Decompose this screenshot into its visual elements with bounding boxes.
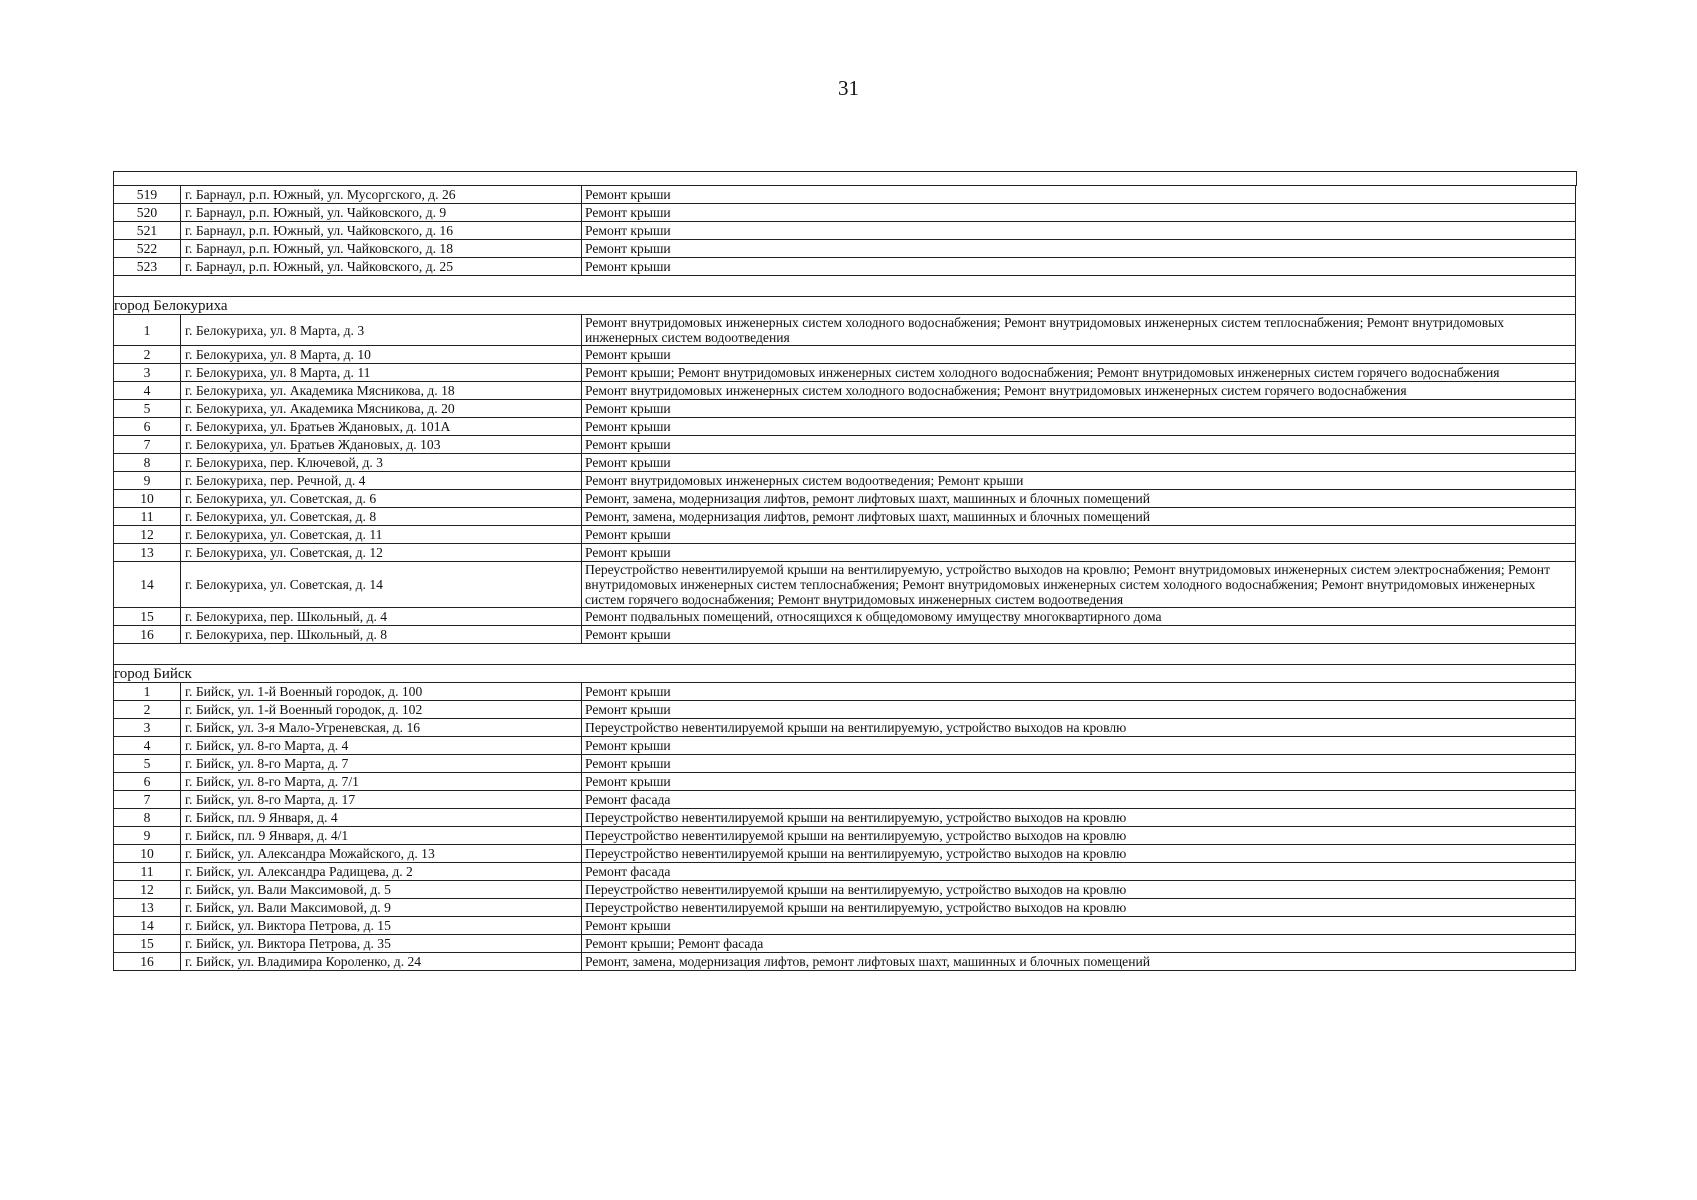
table-row <box>114 755 1576 773</box>
row-number: 11 <box>114 508 181 526</box>
table-row <box>114 240 1576 258</box>
table-row <box>114 258 1576 276</box>
row-work-type: Ремонт крыши <box>582 258 1576 276</box>
row-address: г. Барнаул, р.п. Южный, ул. Чайковского, д. 18 <box>181 240 582 258</box>
row-number: 10 <box>114 845 181 863</box>
row-work-type: Ремонт крыши <box>582 737 1576 755</box>
row-work-type: Ремонт, замена, модернизация лифтов, ремонт лифтовых шахт, машинных и блочных помещений <box>582 508 1576 526</box>
row-address: г. Белокуриха, пер. Речной, д. 4 <box>181 472 582 490</box>
page-number: 31 <box>838 76 859 100</box>
row-work-type: Ремонт крыши <box>582 346 1576 364</box>
table-row <box>114 364 1576 382</box>
row-number: 3 <box>114 719 181 737</box>
row-work-type: Ремонт крыши <box>582 400 1576 418</box>
section-heading-row <box>114 665 1576 683</box>
row-number: 16 <box>114 953 181 971</box>
row-number: 2 <box>114 346 181 364</box>
table-row <box>114 719 1576 737</box>
row-address: г. Бийск, ул. Александра Радищева, д. 2 <box>181 863 582 881</box>
table-row <box>114 186 1576 204</box>
row-work-type: Ремонт, замена, модернизация лифтов, ремонт лифтовых шахт, машинных и блочных помещений <box>582 953 1576 971</box>
row-number: 13 <box>114 544 181 562</box>
row-number: 520 <box>114 204 181 222</box>
row-number: 8 <box>114 809 181 827</box>
row-address: г. Белокуриха, ул. Советская, д. 6 <box>181 490 582 508</box>
row-number: 522 <box>114 240 181 258</box>
row-number: 4 <box>114 737 181 755</box>
table-row <box>114 626 1576 644</box>
table-row <box>114 490 1576 508</box>
section-title: город Бийск <box>114 665 1576 683</box>
row-work-type: Переустройство невентилируемой крыши на вентилируемую, устройство выходов на кровлю <box>582 827 1576 845</box>
row-number: 4 <box>114 382 181 400</box>
row-address: г. Белокуриха, ул. Советская, д. 14 <box>181 562 582 608</box>
row-address: г. Белокуриха, ул. Советская, д. 8 <box>181 508 582 526</box>
row-number: 12 <box>114 881 181 899</box>
row-address: г. Бийск, ул. Вали Максимовой, д. 5 <box>181 881 582 899</box>
row-address: г. Бийск, ул. 1-й Военный городок, д. 102 <box>181 701 582 719</box>
row-address: г. Белокуриха, ул. Советская, д. 12 <box>181 544 582 562</box>
table-row <box>114 701 1576 719</box>
section-heading-row <box>114 297 1576 315</box>
row-address: г. Белокуриха, ул. Академика Мясникова, д. 20 <box>181 400 582 418</box>
row-work-type: Ремонт внутридомовых инженерных систем водоотведения; Ремонт крыши <box>582 472 1576 490</box>
table-row <box>114 400 1576 418</box>
table-row <box>114 773 1576 791</box>
table-row <box>114 222 1576 240</box>
row-address: г. Бийск, пл. 9 Января, д. 4 <box>181 809 582 827</box>
row-address: г. Бийск, ул. Виктора Петрова, д. 15 <box>181 917 582 935</box>
row-number: 10 <box>114 490 181 508</box>
row-work-type: Переустройство невентилируемой крыши на вентилируемую, устройство выходов на кровлю <box>582 881 1576 899</box>
row-address: г. Бийск, ул. 8-го Марта, д. 7/1 <box>181 773 582 791</box>
table-row <box>114 845 1576 863</box>
row-address: г. Бийск, ул. 8-го Марта, д. 17 <box>181 791 582 809</box>
table-row <box>114 881 1576 899</box>
row-number: 5 <box>114 755 181 773</box>
row-number: 2 <box>114 701 181 719</box>
row-address: г. Белокуриха, ул. 8 Марта, д. 3 <box>181 315 582 346</box>
row-work-type: Ремонт внутридомовых инженерных систем холодного водоснабжения; Ремонт внутридомовых инженерных систем теплоснабжения; Ремонт внутридомовых инженерных систем водоотведения <box>582 315 1576 346</box>
repair-program-table <box>113 185 1576 971</box>
table-row <box>114 382 1576 400</box>
row-address: г. Бийск, ул. Александра Можайского, д. 13 <box>181 845 582 863</box>
row-number: 14 <box>114 562 181 608</box>
row-number: 1 <box>114 315 181 346</box>
row-address: г. Белокуриха, пер. Школьный, д. 4 <box>181 608 582 626</box>
row-address: г. Белокуриха, пер. Школьный, д. 8 <box>181 626 582 644</box>
row-address: г. Бийск, ул. 8-го Марта, д. 4 <box>181 737 582 755</box>
section-gap <box>114 276 1576 297</box>
row-address: г. Барнаул, р.п. Южный, ул. Чайковского, д. 16 <box>181 222 582 240</box>
row-work-type: Ремонт крыши <box>582 526 1576 544</box>
row-number: 6 <box>114 773 181 791</box>
table-row <box>114 899 1576 917</box>
table-row <box>114 436 1576 454</box>
row-work-type: Переустройство невентилируемой крыши на вентилируемую, устройство выходов на кровлю <box>582 719 1576 737</box>
row-number: 16 <box>114 626 181 644</box>
table-row <box>114 737 1576 755</box>
row-work-type: Ремонт крыши <box>582 240 1576 258</box>
row-address: г. Бийск, ул. Вали Максимовой, д. 9 <box>181 899 582 917</box>
section-gap-cell <box>114 644 1576 665</box>
row-address: г. Бийск, ул. 8-го Марта, д. 7 <box>181 755 582 773</box>
row-address: г. Барнаул, р.п. Южный, ул. Мусоргского, д. 26 <box>181 186 582 204</box>
section-gap <box>114 644 1576 665</box>
row-work-type: Ремонт фасада <box>582 791 1576 809</box>
table-row <box>114 562 1576 608</box>
row-work-type: Ремонт крыши <box>582 436 1576 454</box>
row-work-type: Ремонт крыши <box>582 773 1576 791</box>
table-row <box>114 863 1576 881</box>
section-title: город Белокуриха <box>114 297 1576 315</box>
table-row <box>114 508 1576 526</box>
table-row <box>114 315 1576 346</box>
row-address: г. Белокуриха, ул. Братьев Ждановых, д. 103 <box>181 436 582 454</box>
table-row <box>114 608 1576 626</box>
row-work-type: Ремонт крыши; Ремонт фасада <box>582 935 1576 953</box>
row-work-type: Ремонт фасада <box>582 863 1576 881</box>
row-number: 9 <box>114 827 181 845</box>
row-number: 1 <box>114 683 181 701</box>
row-work-type: Ремонт крыши <box>582 701 1576 719</box>
table-top-frame <box>113 171 1577 186</box>
row-number: 3 <box>114 364 181 382</box>
row-work-type: Ремонт крыши <box>582 454 1576 472</box>
table-body <box>114 186 1576 971</box>
row-work-type: Переустройство невентилируемой крыши на вентилируемую, устройство выходов на кровлю <box>582 845 1576 863</box>
row-address: г. Белокуриха, ул. Советская, д. 11 <box>181 526 582 544</box>
row-number: 12 <box>114 526 181 544</box>
row-address: г. Белокуриха, ул. Братьев Ждановых, д. 101А <box>181 418 582 436</box>
row-work-type: Ремонт крыши; Ремонт внутридомовых инженерных систем холодного водоснабжения; Ремонт внутридомовых инженерных систем горячего водоснабжения <box>582 364 1576 382</box>
table-row <box>114 472 1576 490</box>
row-number: 13 <box>114 899 181 917</box>
row-number: 7 <box>114 436 181 454</box>
table-row <box>114 544 1576 562</box>
row-number: 521 <box>114 222 181 240</box>
row-address: г. Бийск, ул. 1-й Военный городок, д. 100 <box>181 683 582 701</box>
table-row <box>114 454 1576 472</box>
row-work-type: Переустройство невентилируемой крыши на вентилируемую, устройство выходов на кровлю <box>582 809 1576 827</box>
row-address: г. Барнаул, р.п. Южный, ул. Чайковского, д. 9 <box>181 204 582 222</box>
row-address: г. Барнаул, р.п. Южный, ул. Чайковского, д. 25 <box>181 258 582 276</box>
row-number: 8 <box>114 454 181 472</box>
table-row <box>114 683 1576 701</box>
row-number: 7 <box>114 791 181 809</box>
row-address: г. Белокуриха, ул. 8 Марта, д. 11 <box>181 364 582 382</box>
row-address: г. Белокуриха, пер. Ключевой, д. 3 <box>181 454 582 472</box>
row-work-type: Ремонт крыши <box>582 626 1576 644</box>
row-work-type: Переустройство невентилируемой крыши на вентилируемую, устройство выходов на кровлю <box>582 899 1576 917</box>
row-number: 9 <box>114 472 181 490</box>
table-row <box>114 809 1576 827</box>
table-row <box>114 953 1576 971</box>
table-row <box>114 418 1576 436</box>
row-work-type: Ремонт крыши <box>582 204 1576 222</box>
row-work-type: Ремонт внутридомовых инженерных систем холодного водоснабжения; Ремонт внутридомовых инженерных систем горячего водоснабжения <box>582 382 1576 400</box>
row-work-type: Ремонт крыши <box>582 418 1576 436</box>
row-number: 5 <box>114 400 181 418</box>
table-row <box>114 827 1576 845</box>
row-address: г. Белокуриха, ул. 8 Марта, д. 10 <box>181 346 582 364</box>
row-address: г. Бийск, ул. Виктора Петрова, д. 35 <box>181 935 582 953</box>
row-number: 11 <box>114 863 181 881</box>
row-address: г. Белокуриха, ул. Академика Мясникова, д. 18 <box>181 382 582 400</box>
row-address: г. Бийск, ул. Владимира Короленко, д. 24 <box>181 953 582 971</box>
table-row <box>114 791 1576 809</box>
row-number: 523 <box>114 258 181 276</box>
table-row <box>114 935 1576 953</box>
row-number: 15 <box>114 608 181 626</box>
row-work-type: Ремонт крыши <box>582 755 1576 773</box>
row-work-type: Ремонт подвальных помещений, относящихся к общедомовому имуществу многоквартирного дома <box>582 608 1576 626</box>
row-work-type: Ремонт крыши <box>582 544 1576 562</box>
row-number: 6 <box>114 418 181 436</box>
row-address: г. Бийск, ул. 3-я Мало-Угреневская, д. 16 <box>181 719 582 737</box>
row-address: г. Бийск, пл. 9 Января, д. 4/1 <box>181 827 582 845</box>
row-work-type: Ремонт, замена, модернизация лифтов, ремонт лифтовых шахт, машинных и блочных помещений <box>582 490 1576 508</box>
row-number: 15 <box>114 935 181 953</box>
row-number: 519 <box>114 186 181 204</box>
row-work-type: Ремонт крыши <box>582 917 1576 935</box>
row-work-type: Ремонт крыши <box>582 186 1576 204</box>
table-row <box>114 346 1576 364</box>
table-row <box>114 204 1576 222</box>
table-row <box>114 917 1576 935</box>
section-gap-cell <box>114 276 1576 297</box>
row-work-type: Ремонт крыши <box>582 683 1576 701</box>
row-work-type: Ремонт крыши <box>582 222 1576 240</box>
row-number: 14 <box>114 917 181 935</box>
table-row <box>114 526 1576 544</box>
row-work-type: Переустройство невентилируемой крыши на вентилируемую, устройство выходов на кровлю; Ремонт внутридомовых инженерных систем электроснабжения; Ремонт внутридомовых инженерных систем теплоснабжения; Ремонт внутридомовых инженерных систем холодного водоснабжения; Ремонт внутридомовых инженерных систем горячего водоснабжения; Ремонт внутридомовых инженерных систем водоотведения <box>582 562 1576 608</box>
